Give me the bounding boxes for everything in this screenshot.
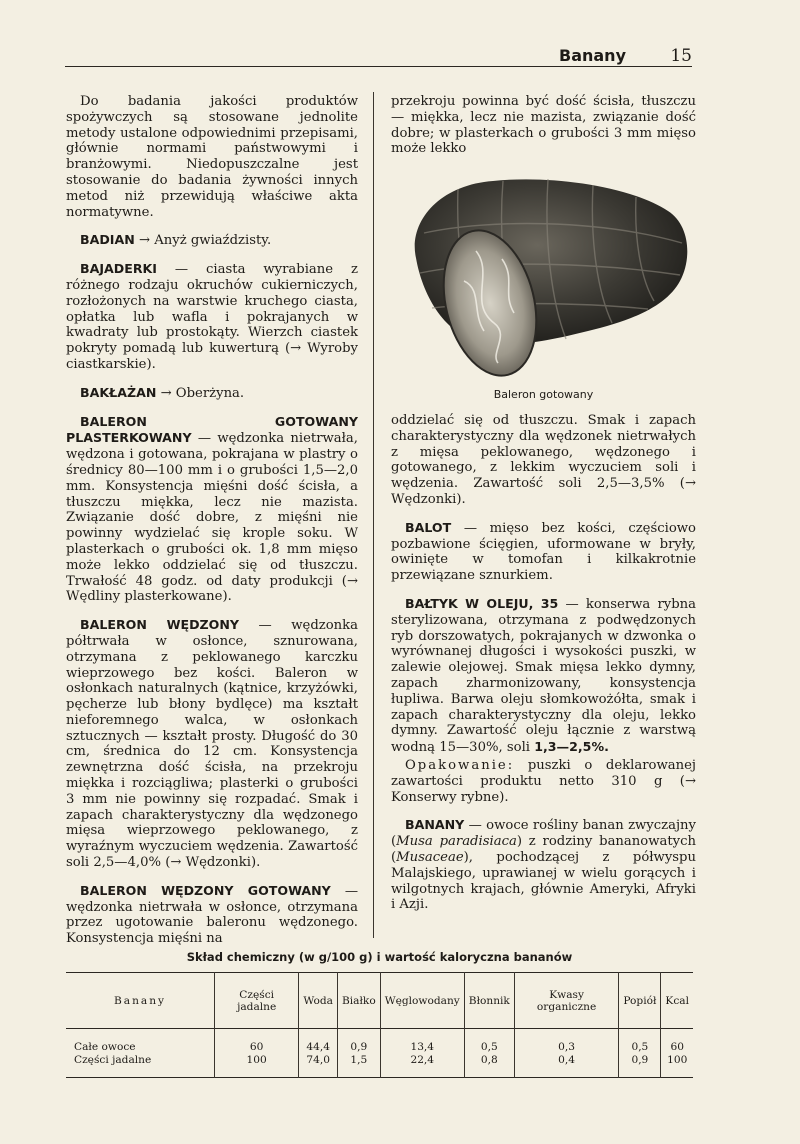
baleron-figure [391, 163, 696, 403]
table-cell: 44,4 74,0 [299, 1029, 338, 1078]
table-header: Części jadalne [215, 973, 299, 1029]
entry-term: BAJADERKI [80, 261, 157, 277]
entry-term: BANANY [405, 817, 465, 833]
entry-banany: BANANY — owoce rośliny banan zwyczajny (Musa paradisiaca) z rodziny bananowatych (Musaceae), pochodzącej z półwyspu Malajskiego, uprawianej w wielu gorących i wilgotnych krajach, głównie Ameryki, Afryki i Azji. [391, 817, 697, 913]
entry-term: BAKŁAŻAN [80, 384, 157, 400]
entry-term: BALERON GOTOWANY PLASTERKOWANY [66, 413, 358, 446]
entry-baleron-gotowany-plasterkowany: BALERON GOTOWANY PLASTERKOWANY — wędzonka nietrwała, wędzona i gotowana, pokrajana w plastry o średnicy 80—100 mm i o grubości 1,5—2,0 mm. Konsystencja mięśni dość ścisła, a tłuszczu miękka, lecz nie mazista. Związanie dość dobre, z mięśni nie powinny wydzielać się krople soku. W plasterkach o grubości ok. 1,8 mm mięso może lekko oddzielać się od tłuszczu. Trwałość 48 godz. od daty produkcji (→ Wędliny plasterkowane). [66, 413, 358, 605]
table-header: Węglowodany [380, 973, 464, 1029]
running-title: Banany [559, 46, 626, 65]
table-header: Woda [299, 973, 338, 1029]
salt-value: 1,3—2,5%. [534, 739, 609, 755]
entry-term: BALERON WĘDZONY GOTOWANY [80, 882, 331, 898]
figure-caption: Baleron gotowany [493, 388, 594, 402]
table-cell: 0,5 0,9 [619, 1029, 661, 1078]
entry-badian: BADIAN → Anyż gwiaździsty. [80, 232, 272, 249]
left-column [66, 94, 358, 959]
entry-term: BADIAN [80, 232, 135, 248]
entry-baltyk: BAŁTYK W OLEJU, 35 — konserwa rybna sterylizowana, otrzymana z podwędzonych ryb dorszowatych, pokrajanych w dzwonka o wyrównanej długości i wysokości puszki, w zalewie olejowej. Smak mięsa lekko dymny, zapach zharmonizowany, konsystencja łupliwa. Barwa oleju słomkowożółta, smak i zapach charakterystyczny dla oleju, lekko dymny. Zawartość oleju łącznie z warstwą wodną 15—30%, soli 1,3—2,5%. [391, 595, 697, 756]
continued-text-2: oddzielać się od tłuszczu. Smak i zapach charakterystyczny dla wędzonek nietrwałych z mięsa peklowanego, wędzonego i gotowanego, z lekkim wyczuciem soli i wędzenia. Zawartość soli 2,5—3,5% (→ Wędzonki). [391, 412, 696, 507]
entry-baleron-wedzony-gotowany: BALERON WĘDZONY GOTOWANY — wędzonka nietrwała w osłonce, otrzymana przez ugotowanie baleronu wędzonego. Konsystencja mięśni na [66, 882, 358, 947]
intro-paragraph: Do badania jakości produktów spożywczych są stosowane jednolite metody ustalone odpowiednimi przepisami, głównie normami państwowymi i branżowymi. Niedopuszczalne jest stosowanie do badania żywności innych metod niż przewidują właściwe akta normatywne. [66, 94, 358, 220]
table-header: Popiół [619, 973, 661, 1029]
table-header-row [66, 973, 693, 1029]
entry-bajaderki: BAJADERKI — ciasta wyrabiane z różnego rodzaju okruchów cukierniczych, rozłożonych na warstwie kruchego ciasta, opłatka lub wafla i pokrajanych w kwadraty lub prostokąty. Wierzch ciastek pokryty pomadą lub kuwerturą (→ Wyroby ciastkarskie). [66, 261, 358, 372]
table-row [66, 1029, 693, 1078]
table-header: Białko [337, 973, 380, 1029]
entry-balot: BALOT — mięso bez kości, częściowo pozbawione ścięgien, uformowane w bryły, owinięte w tomofan i kilkakrotnie przewiązane sznurkiem. [391, 519, 696, 584]
right-column [391, 94, 696, 925]
table-cell: 0,3 0,4 [514, 1029, 619, 1078]
table-header: Kwasy organiczne [514, 973, 619, 1029]
table-cell: 0,9 1,5 [337, 1029, 380, 1078]
table-header: Błonnik [464, 973, 514, 1029]
entry-opakowanie: Opakowanie: puszki o deklarowanej zawartości produktu netto 310 g (→ Konserwy rybne). [391, 757, 696, 805]
opakowanie-label: Opakowanie: [405, 757, 515, 773]
table-cell: 60 100 [661, 1029, 693, 1078]
entry-baleron-wedzony: BALERON WĘDZONY — wędzonka półtrwała w osłonce, sznurowana, otrzymana z peklowanego karczku wieprzowego bez kości. Baleron w osłonkach naturalnych (kątnice, krzyżówki, pęcherze lub błony bydlęce) ma kształt nieforemnego walca, w osłonkach sztucznych — kształt prosty. Długość do 30 cm, średnica do 12 cm. Konsystencja zewnętrzna dość ścisła, na przekroju miękka i rozciągliwa; plasterki o grubości 3 mm nie powinny się rozpadać. Smak i zapach charakterystyczny dla wędzonego mięsa wieprzowego peklowanego, z wyraźnym wyczuciem wędzenia. Zawartość soli 2,5—4,0% (→ Wędzonki). [66, 617, 358, 871]
entry-term: BAŁTYK W OLEJU, 35 [405, 595, 559, 611]
baleron-illustration [398, 163, 690, 385]
continued-text: przekroju powinna być dość ścisła, tłuszczu — miękka, lecz nie mazista, związanie dość dobre; w plasterkach o grubości 3 mm mięso może lekko [391, 94, 696, 157]
header-rule [65, 66, 692, 67]
entry-term: BALERON WĘDZONY [80, 617, 240, 633]
table-header: Banany [113, 994, 167, 1007]
table-cell: 13,4 22,4 [380, 1029, 464, 1078]
page-number: 15 [670, 46, 692, 66]
table-cell: 0,5 0,8 [464, 1029, 514, 1078]
table-row-labels: Całe owoce Części jadalne [74, 1041, 152, 1066]
running-header [65, 44, 692, 68]
column-divider [373, 92, 374, 938]
nutrition-table [66, 972, 693, 1078]
table-header: Kcal [661, 973, 693, 1029]
table-cell: 60 100 [215, 1029, 299, 1078]
entry-baklazan: BAKŁAŻAN → Oberżyna. [80, 384, 245, 401]
entry-term: BALOT [405, 519, 452, 535]
table-caption: Skład chemiczny (w g/100 g) i wartość kaloryczna bananów [186, 950, 573, 964]
